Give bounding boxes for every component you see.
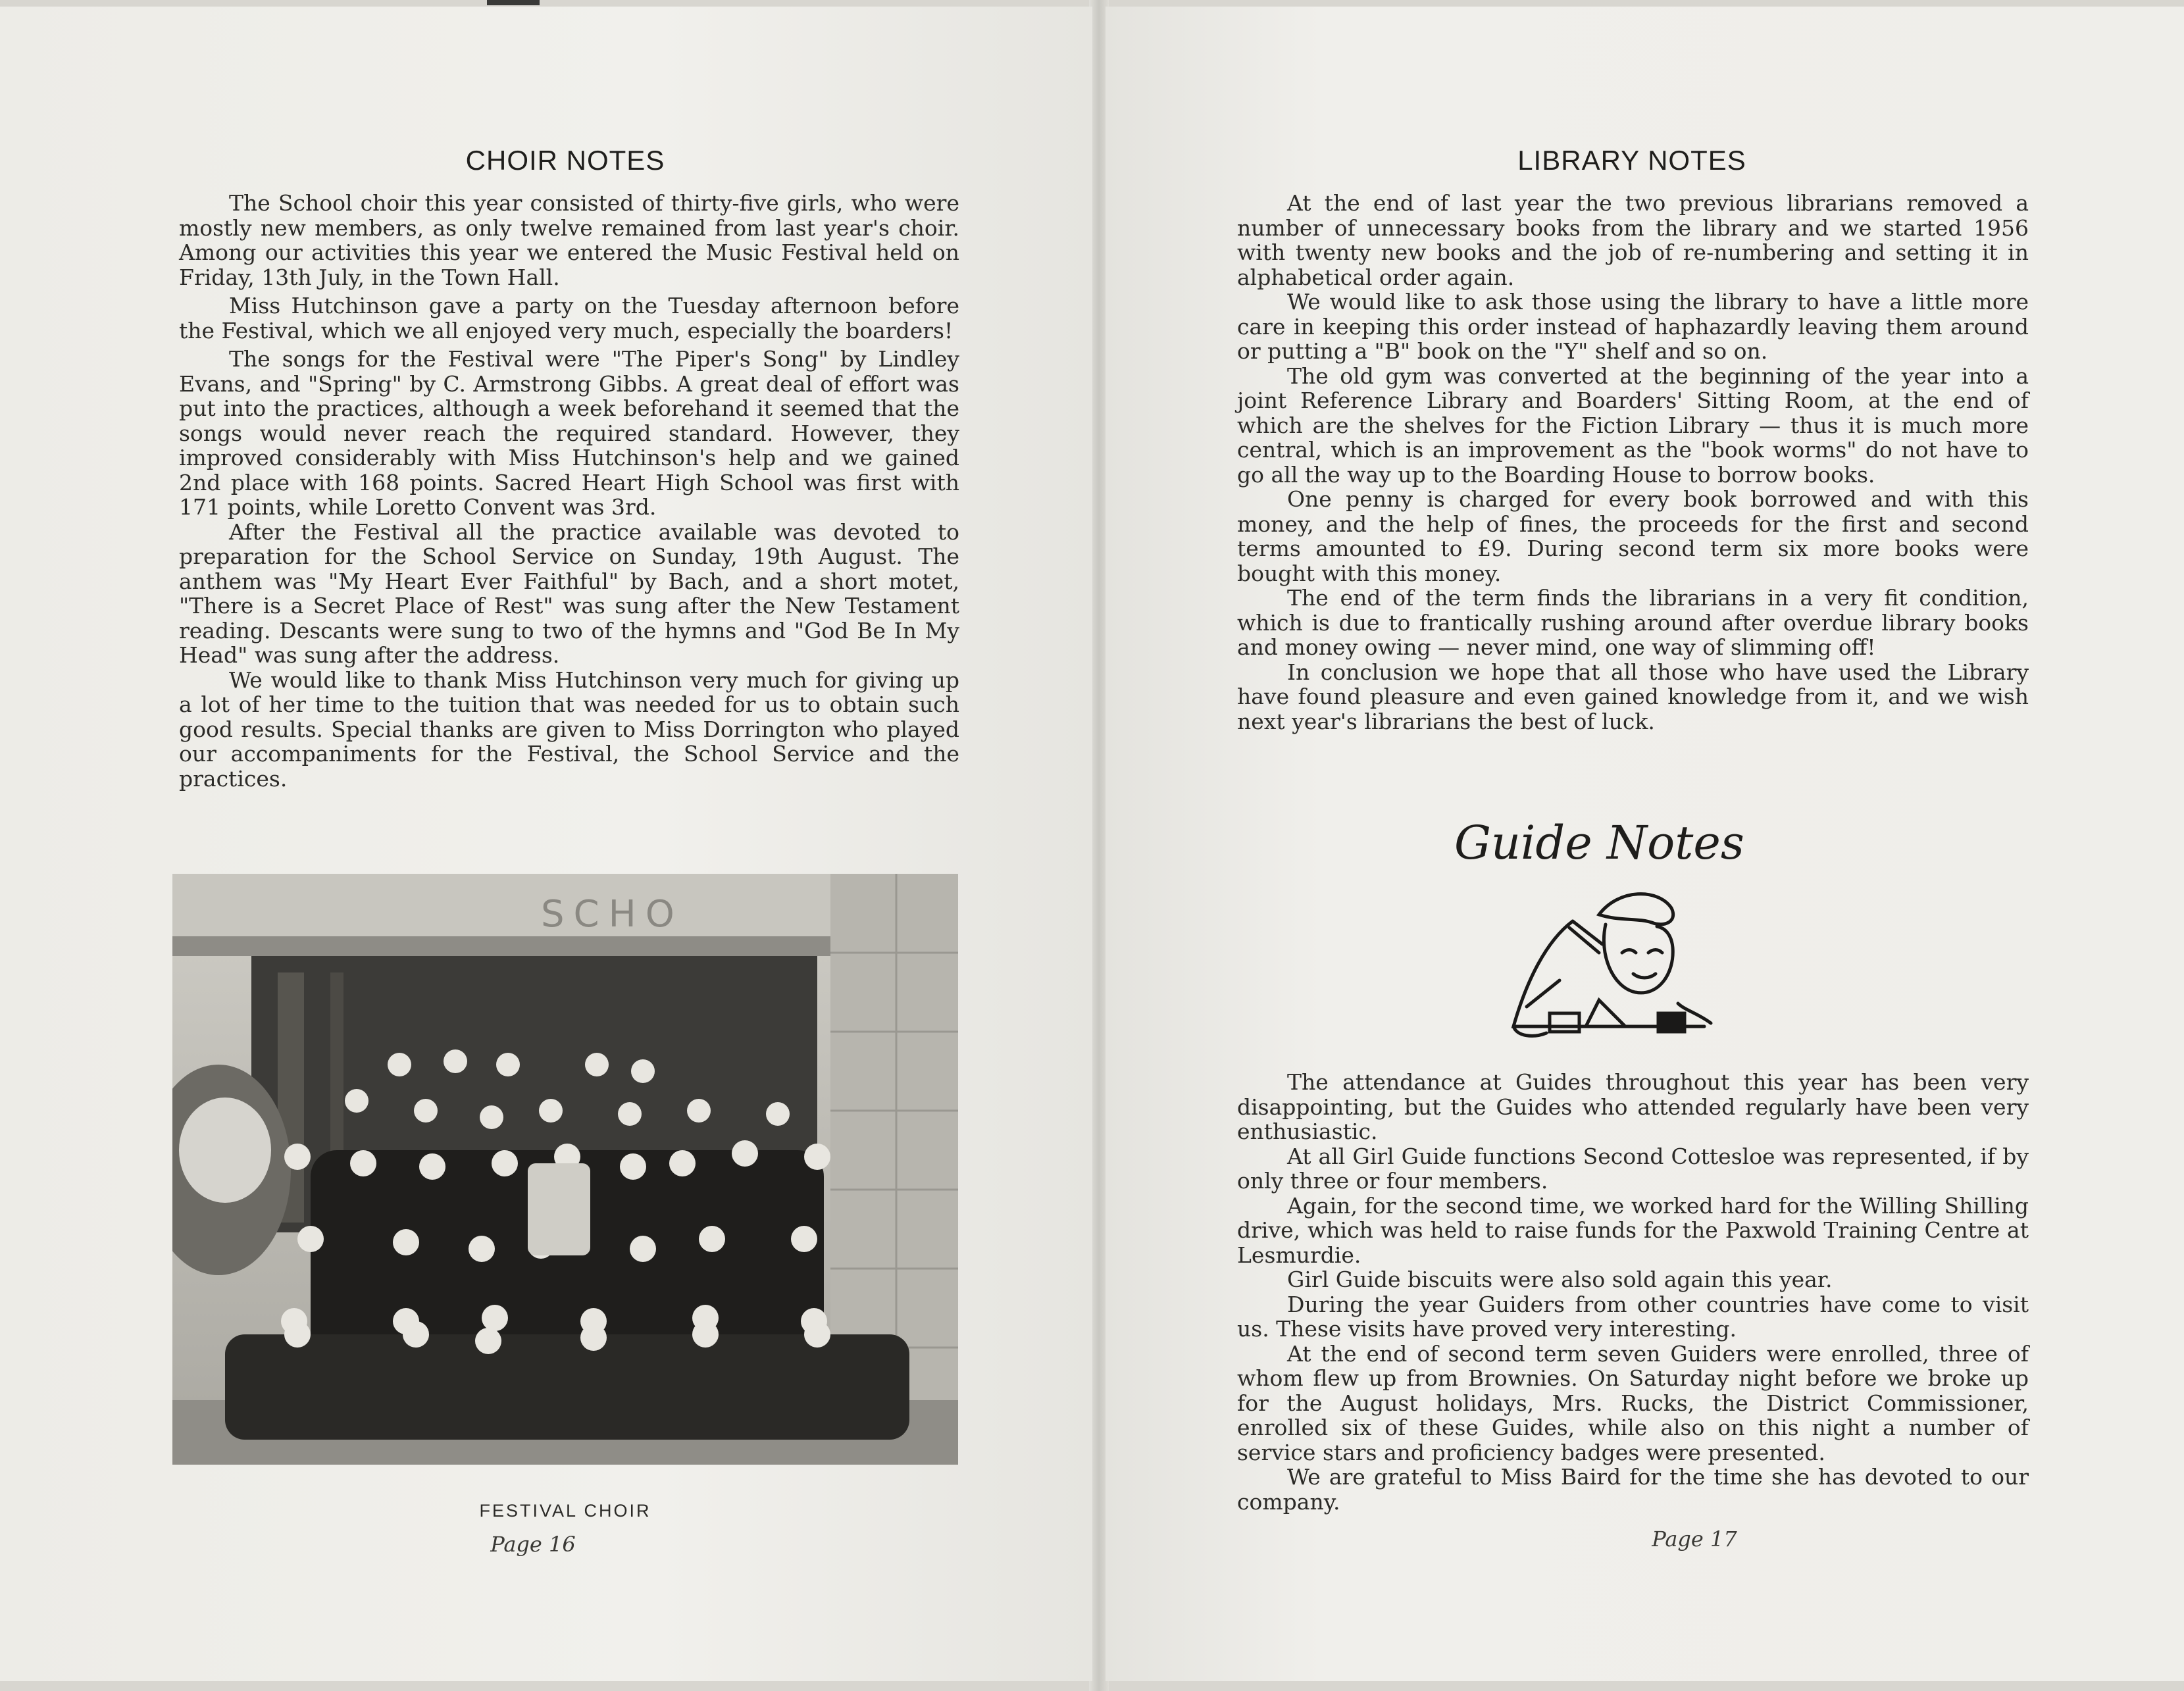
choir-paragraph: We would like to thank Miss Hutchinson very much for giving up a lot of her time to the tuition that was needed for us to obtain such good results. Special thanks are given to Miss Dorrington who played our accompaniments for the Festival, the School Service and the practices. — [179, 667, 959, 792]
guide-paragraph: The attendance at Guides throughout this year has been very disappointing, but the Guides who attended regularly have been very enthusiastic. — [1237, 1069, 2029, 1144]
choir-paragraph: The School choir this year consisted of thirty-five girls, who were mostly new members, as only twelve remained from last year's choir. Among our activities this year we entered the Music Festival held on Friday, 13th July, in the Town Hall. — [179, 190, 959, 290]
guide-paragraph: We are grateful to Miss Baird for the time she has devoted to our company. — [1237, 1464, 2029, 1515]
guide-notes-title-text: Guide Notes — [1454, 816, 1744, 870]
library-paragraph: We would like to ask those using the library to have a little more care in keeping this order instead of haphazardly leaving them around or putting a "B" book on the "Y" shelf and so on. — [1237, 289, 2029, 364]
library-paragraph: In conclusion we hope that all those who have used the Library have found pleasure and even gained knowledge from it, and we wish next year's librarians the best of luck. — [1237, 659, 2029, 734]
photo-sign-text: SCHO — [541, 893, 684, 936]
library-notes-heading: LIBRARY NOTES — [1517, 145, 1746, 176]
guide-paragraph: At the end of second term seven Guiders were enrolled, three of whom flew up from Brownies. On Saturday night before we broke up for the August holidays, Mrs. Rucks, the District Commissioner, enrolled six of these Guides, while also on this night a number of service stars and proficiency badges were presented. — [1237, 1340, 2029, 1465]
choir-notes-heading: CHOIR NOTES — [465, 145, 665, 176]
guide-notes-lettering — [1448, 806, 1842, 878]
choir-photo-image — [172, 874, 958, 1465]
library-paragraph: The old gym was converted at the beginning of the year into a joint Reference Library and Boarders' Sitting Room, at the end of which are the shelves for the Fiction Library — thus it is much more central, which is an improvement as the "book worms" do not have to go all the way up to the Boarding House to borrow books. — [1237, 363, 2029, 488]
choir-paragraph: The songs for the Festival were "The Piper's Song" by Lindley Evans, and "Spring" by C. Armstrong Gibbs. A great deal of effort was put into the practices, although a week beforehand it seemed that the songs would never reach the required standard. However, they improved considerably with Miss Hutchinson's help and we gained 2nd place with 168 points. Sacred Heart High School was first with 171 points, while Loretto Convent was 3rd. — [179, 346, 959, 520]
guide-paragraph: Girl Guide biscuits were also sold again this year. — [1287, 1267, 1833, 1292]
guide-paragraph: Again, for the second time, we worked hard for the Willing Shilling drive, which was held to raise funds for the Paxwold Training Centre at Lesmurdie. — [1237, 1192, 2029, 1268]
guide-notes-title — [1448, 806, 1842, 878]
choir-paragraph: Miss Hutchinson gave a party on the Tuesday afternoon before the Festival, which we all enjoyed very much, especially the boarders! — [179, 293, 959, 343]
left-page — [0, 7, 1092, 1681]
guide-notes-text — [1237, 1070, 2029, 1514]
page-number-left: Page 16 — [490, 1532, 576, 1557]
library-notes-text — [1237, 191, 2029, 734]
guide-paragraph: At all Girl Guide functions Second Cottesloe was represented, if by only three or four members. — [1237, 1143, 2029, 1194]
saluting-guide-sketch — [1487, 875, 1724, 1053]
choir-notes-text — [179, 191, 959, 791]
page-number-right: Page 17 — [1652, 1527, 1737, 1552]
library-paragraph: The end of the term finds the librarians in a very fit condition, which is due to frantically rushing around after overdue library books and money owing — never mind, one way of slimming off! — [1237, 585, 2029, 660]
top-edge-mark — [487, 0, 540, 5]
library-paragraph: One penny is charged for every book borrowed and with this money, and the help of fines, the proceeds for the first and second terms amounted to £9. During second term six more books were bought with this money. — [1237, 486, 2029, 586]
festival-choir-photo — [172, 874, 958, 1465]
library-paragraph: At the end of last year the two previous librarians removed a number of unnecessary books from the library and we started 1956 with twenty new books and the job of re-numbering and setting it in alphabetical order again. — [1237, 190, 2029, 290]
guide-paragraph: During the year Guiders from other countries have come to visit us. These visits have proved very interesting. — [1237, 1291, 2029, 1342]
choir-paragraph: After the Festival all the practice available was devoted to preparation for the School Service on Sunday, 19th August. The anthem was "My Heart Ever Faithful" by Bach, and a short motet, "There is a Secret Place of Rest" was sung after the New Testament reading. Descants were sung to two of the hymns and "God Be In My Head" was sung after the address. — [179, 518, 959, 668]
photo-caption: FESTIVAL CHOIR — [479, 1501, 651, 1521]
